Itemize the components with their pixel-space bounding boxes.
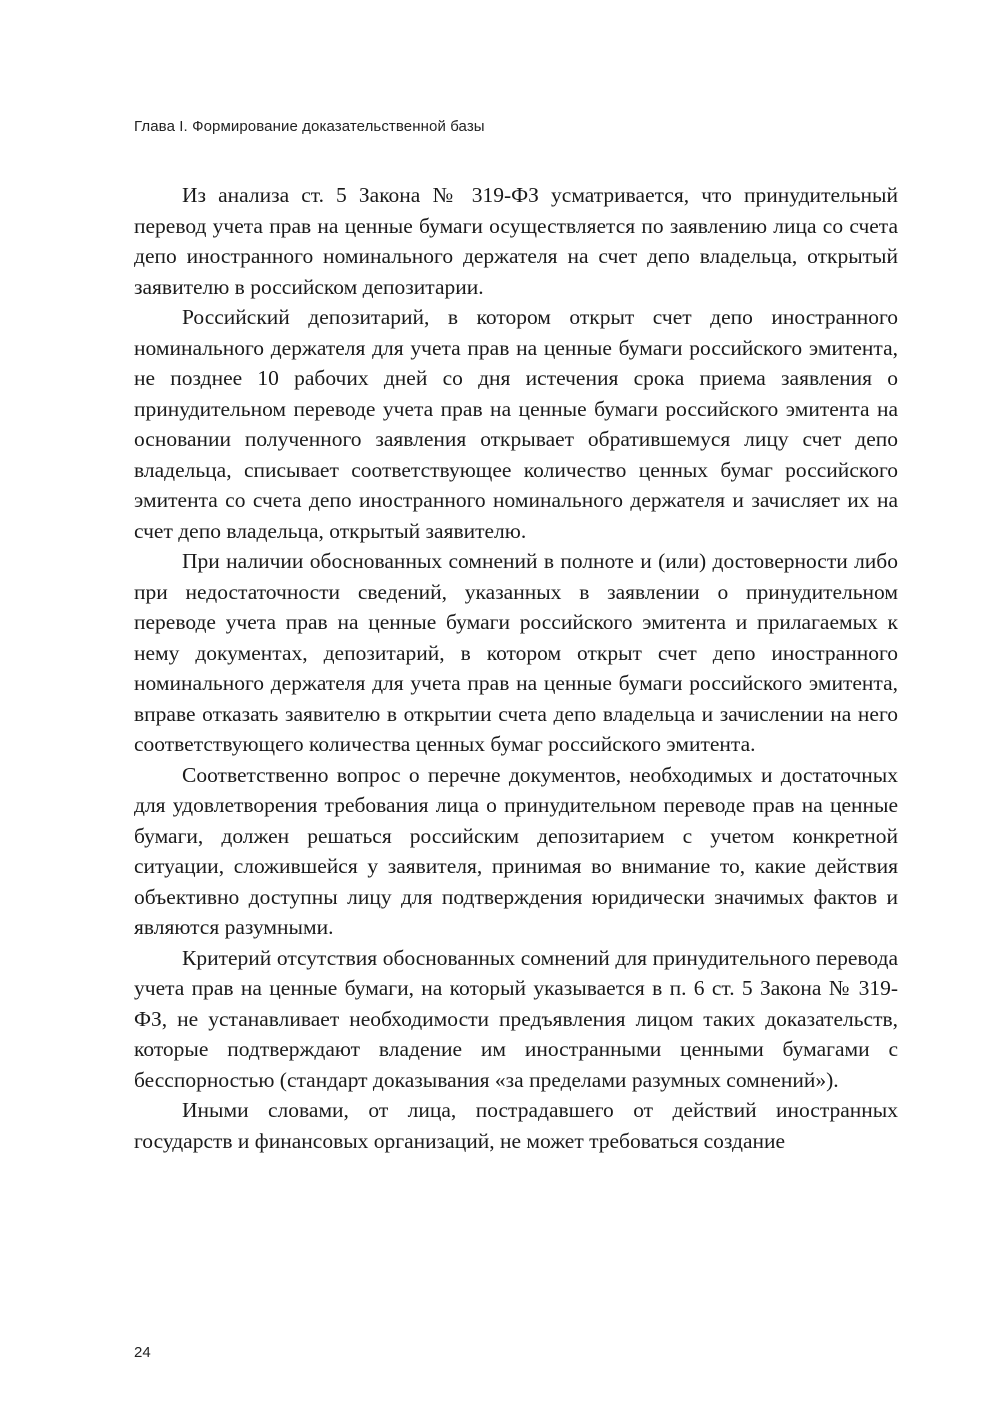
paragraph-2: Российский депозитарий, в котором открыт счет депо иностранного номинального держателя для учета прав на ценные бумаги российского эмитента, не позднее 10 рабочих дней со дня истечения срока приема заявления о принудительном переводе учета прав на ценные бумаги российского эмитента на основании полученного заявления открывает обратившемуся лицу счет депо владельца, списывает соответствующее количество ценных бумаг российского эмитента со счета депо иностранного номинального держателя и зачисляет их на счет депо владельца, открытый заявителю. — [134, 305, 898, 543]
paragraph-6: Иными словами, от лица, пострадавшего от действий иностранных государств и финансовых организаций, не может требоваться создание — [134, 1098, 898, 1153]
paragraph-4: Соответственно вопрос о перечне документов, необходимых и достаточных для удовлетворения требования лица о принудительном переводе прав на ценные бумаги, должен решаться российским депозитарием с учетом конкретной ситуации, сложившейся у заявителя, принимая во внимание то, какие действия объективно доступны лицу для подтверждения юридически значимых фактов и являются разумными. — [134, 762, 898, 939]
running-head: Глава I. Формирование доказательственной базы — [134, 118, 485, 135]
page-number: 24 — [134, 1344, 151, 1361]
paragraph-3: При наличии обоснованных сомнений в полноте и (или) достоверности либо при недостаточности сведений, указанных в заявлении о принудительном переводе учета прав на ценные бумаги российского эмитента и прилагаемых к нему документах, депозитарий, в котором открыт счет депо иностранного номинального держателя для учета прав на ценные бумаги российского эмитента, вправе отказать заявителю в открытии счета депо владельца и зачислении на него соответствующего количества ценных бумаг российского эмитента. — [134, 549, 898, 756]
paragraph-5: Критерий отсутствия обоснованных сомнений для принудительного перевода учета прав на ценные бумаги, на который указывается в п. 6 ст. 5 Закона № 319-ФЗ, не устанавливает необходимости предъявления лицом таких доказательств, которые подтверждают владение им иностранными ценными бумагами с бесспорностью (стандарт доказывания «за пределами разумных сомнений»). — [134, 945, 898, 1092]
body-text — [134, 180, 898, 1156]
paragraph-1: Из анализа ст. 5 Закона № 319-ФЗ усматривается, что принудительный перевод учета прав на ценные бумаги осуществляется по заявлению лица со счета депо иностранного номинального держателя на счет депо владельца, открытый заявителю в российском депозитарии. — [134, 183, 898, 299]
